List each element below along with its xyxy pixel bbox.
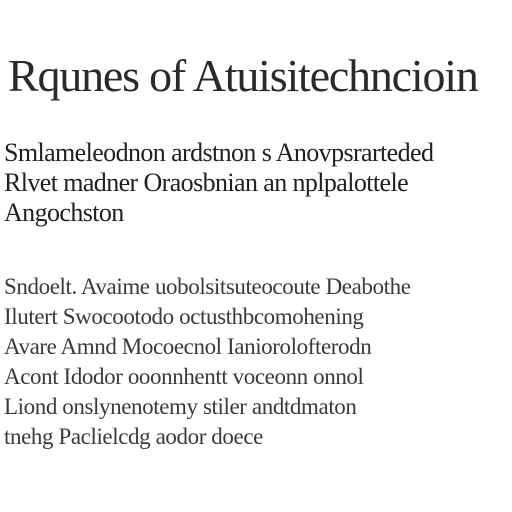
intro-paragraph xyxy=(4,138,433,228)
paragraph-line: Smlameleodnon ardstnon s Anovpsrarteded xyxy=(4,138,434,167)
paragraph-line: Sndoelt. Avaime uobolsitsuteocoute Deabothe xyxy=(4,274,411,299)
paragraph-line: Rlvet madner Oraosbnian an nplpalottele xyxy=(4,168,409,197)
paragraph-line: tnehg Paclielcdg aodor doece xyxy=(4,424,263,449)
document-title: Rqunes of Atuisitechncioin xyxy=(8,50,478,101)
paragraph-line: Liond onslynenotemy stiler andtdmaton xyxy=(4,394,357,419)
paragraph-line: Acont Idodor ooonnhentt voceonn onnol xyxy=(4,364,364,389)
body-paragraph xyxy=(4,272,411,452)
paragraph-line: Angochston xyxy=(4,198,124,227)
paragraph-line: Avare Amnd Mocoecnol Ianiorolofterodn xyxy=(4,334,372,359)
paragraph-line: Ilutert Swocootodo octusthbcomohening xyxy=(4,304,364,329)
